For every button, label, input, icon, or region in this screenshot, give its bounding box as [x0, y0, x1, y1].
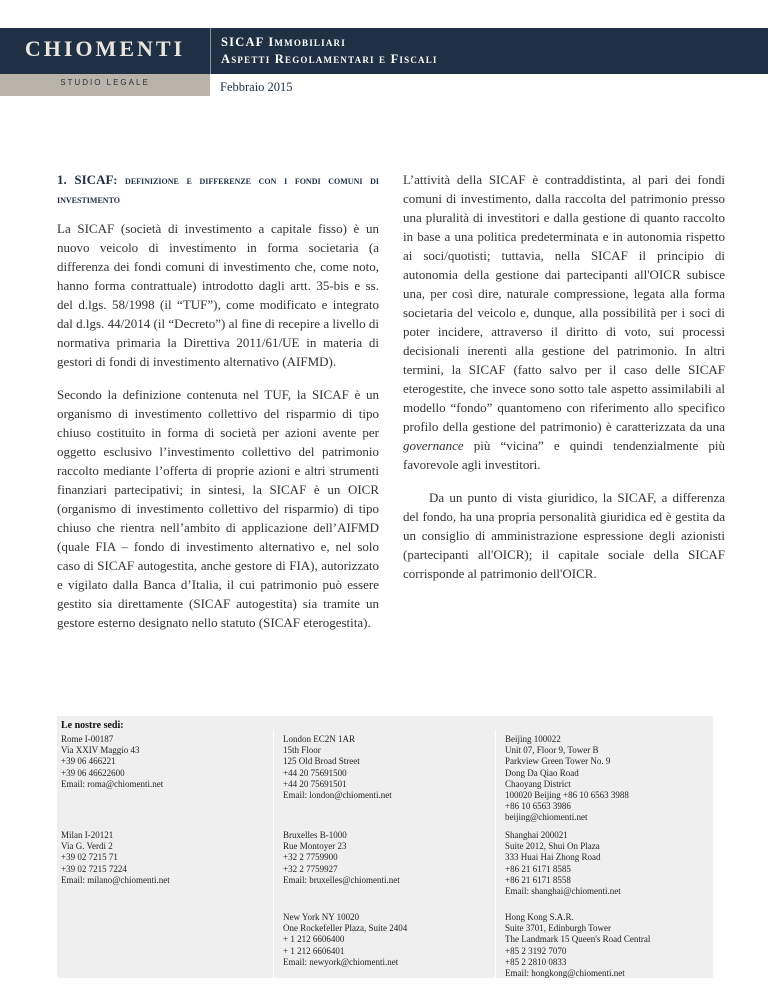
section-number: 1.: [57, 172, 67, 187]
office-bruxelles: Bruxelles B-1000 Rue Montoyer 23 +32 2 7759900 +32 2 7759927 Email: bruxelles@chiomenti.net: [283, 830, 400, 885]
section-title-strong: SICAF: [74, 172, 114, 187]
office-new-york: New York NY 10020 One Rockefeller Plaza, Suite 2404 + 1 212 6606400 + 1 212 6606401 Email: newyork@chiomenti.net: [283, 912, 408, 967]
brand-logo: [0, 28, 210, 96]
header-band: [210, 28, 768, 74]
italic-term: governance: [403, 438, 464, 453]
office-london: London EC2N 1AR 15th Floor 125 Old Broad Street +44 20 75691500 +44 20 75691501 Email: london@chiomenti.net: [283, 734, 392, 801]
paragraph: Secondo la definizione contenuta nel TUF, la SICAF è un organismo di investimento collettivo del risparmio di tipo chiuso costituito in forma di società per azioni avente per oggetto esclusivo l’investimento collettivo del patrimonio raccolto mediante l’offerta di proprie azioni e altri strumenti finanziari partecipativi; in sintesi, la SICAF è un OICR (organismo di investimento collettivo del risparmio) di tipo chiuso che rientra nell’ambito di applicazione dell’AIFMD (quale FIA – fondo di investimento alternativo e, nel solo caso di SICAF autogestita, anche gestore di FIA), autorizzato e vigilato dalla Banca d’Italia, il cui patrimonio può essere gestito sia direttamente (SICAF autogestita) sia tramite un gestore esterno designato nello statuto (SICAF eterogestita).: [57, 387, 379, 630]
paragraph-text: L’attività della SICAF è contraddistinta, al pari dei fondi comuni di investimento, dalla raccolta del patrimonio presso una pluralità di investitori e dalla gestione di quanto raccolto in base a una politica predeterminata e in autonomia rispetto ai soci/quotisti; tuttavia, nella SICAF il principio di autonomia della gestione dai partecipanti all'OICR subisce una, per così dire, naturale compressione, legata alla forma societaria del veicolo e, dunque, alla possibilità per i soci di poter incidere, attraverso il diritto di voto, sui processi decisionali inerenti alla gestione del patrimonio. In altri termini, la SICAF (fatto salvo per il caso delle SICAF eterogestite, che invece sono sotto tale aspetto assimilabili al modello “fondo” quantomeno con riferimento allo specifico profilo della gestione del patrimonio) è caratterizzata da una: [403, 172, 725, 434]
column-divider: [273, 730, 274, 978]
office-shanghai: Shanghai 200021 Suite 2012, Shui On Plaza 333 Huai Hai Zhong Road +86 21 6171 8585 +86 21 6171 8558 Email: shanghai@chiomenti.net: [505, 830, 621, 897]
document-subtitle: Aspetti Regolamentari e Fiscali: [221, 52, 438, 66]
page-header: [0, 28, 768, 96]
brand-name: CHIOMENTI: [24, 36, 186, 61]
brand-subtitle: STUDIO LEGALE: [60, 78, 150, 87]
section-title-rest: : definizione e differenze con i fondi comuni di investimento: [57, 173, 379, 206]
document-date: Febbraio 2015: [220, 80, 293, 94]
offices-title: Le nostre sedi:: [61, 720, 124, 731]
paragraph: La SICAF (società di investimento a capitale fisso) è un nuovo veicolo di investimento in forma societaria (a differenza dei fondi comuni di investimento che, come noto, hanno forma contrattuale) introdotto dagli artt. 35-bis e ss. del d.lgs. 58/1998 (il “TUF”), come modificato e integrato dal d.lgs. 44/2014 (il “Decreto”) al fine di recepire a livello di normativa primaria la Direttiva 2011/61/UE in materia di gestori di fondi di investimento alternativo (AIFMD).: [57, 221, 379, 369]
section-heading: [57, 170, 379, 209]
office-milan: Milan I-20121 Via G. Verdi 2 +39 02 7215 71 +39 02 7215 7224 Email: milano@chiomenti.net: [61, 830, 170, 885]
offices-footer: [57, 716, 713, 978]
document-title: SICAF Immobiliari: [221, 35, 346, 49]
office-beijing: Beijing 100022 Unit 07, Floor 9, Tower B Parkview Green Tower No. 9 Dong Da Qiao Road Chaoyang District 100020 Beijing +86 10 6563 3988 +86 10 6563 3986 beijing@chiomenti.net: [505, 734, 629, 823]
paragraph: [403, 170, 725, 474]
office-rome: Rome I-00187 Via XXIV Maggio 43 +39 06 466221 +39 06 46622600 Email: roma@chiomenti.net: [61, 734, 164, 789]
paragraph-text: più “vicina” e quindi tendenzialmente più favorevole agli investitori.: [403, 438, 725, 472]
paragraph: Da un punto di vista giuridico, la SICAF, a differenza del fondo, ha una propria personalità giuridica ed è gestita da un consiglio di amministrazione espressione degli azionisti (partecipanti all'OICR); il capitale sociale della SICAF corrisponde al patrimonio dell'OICR.: [403, 490, 725, 581]
left-column: [57, 170, 379, 646]
office-hong-kong: Hong Kong S.A.R. Suite 3701, Edinburgh Tower The Landmark 15 Queen's Road Central +85 2 3192 7070 +85 2 2810 0833 Email: hongkong@chiomenti.net: [505, 912, 651, 979]
right-column: [403, 170, 725, 597]
column-divider: [495, 730, 496, 978]
